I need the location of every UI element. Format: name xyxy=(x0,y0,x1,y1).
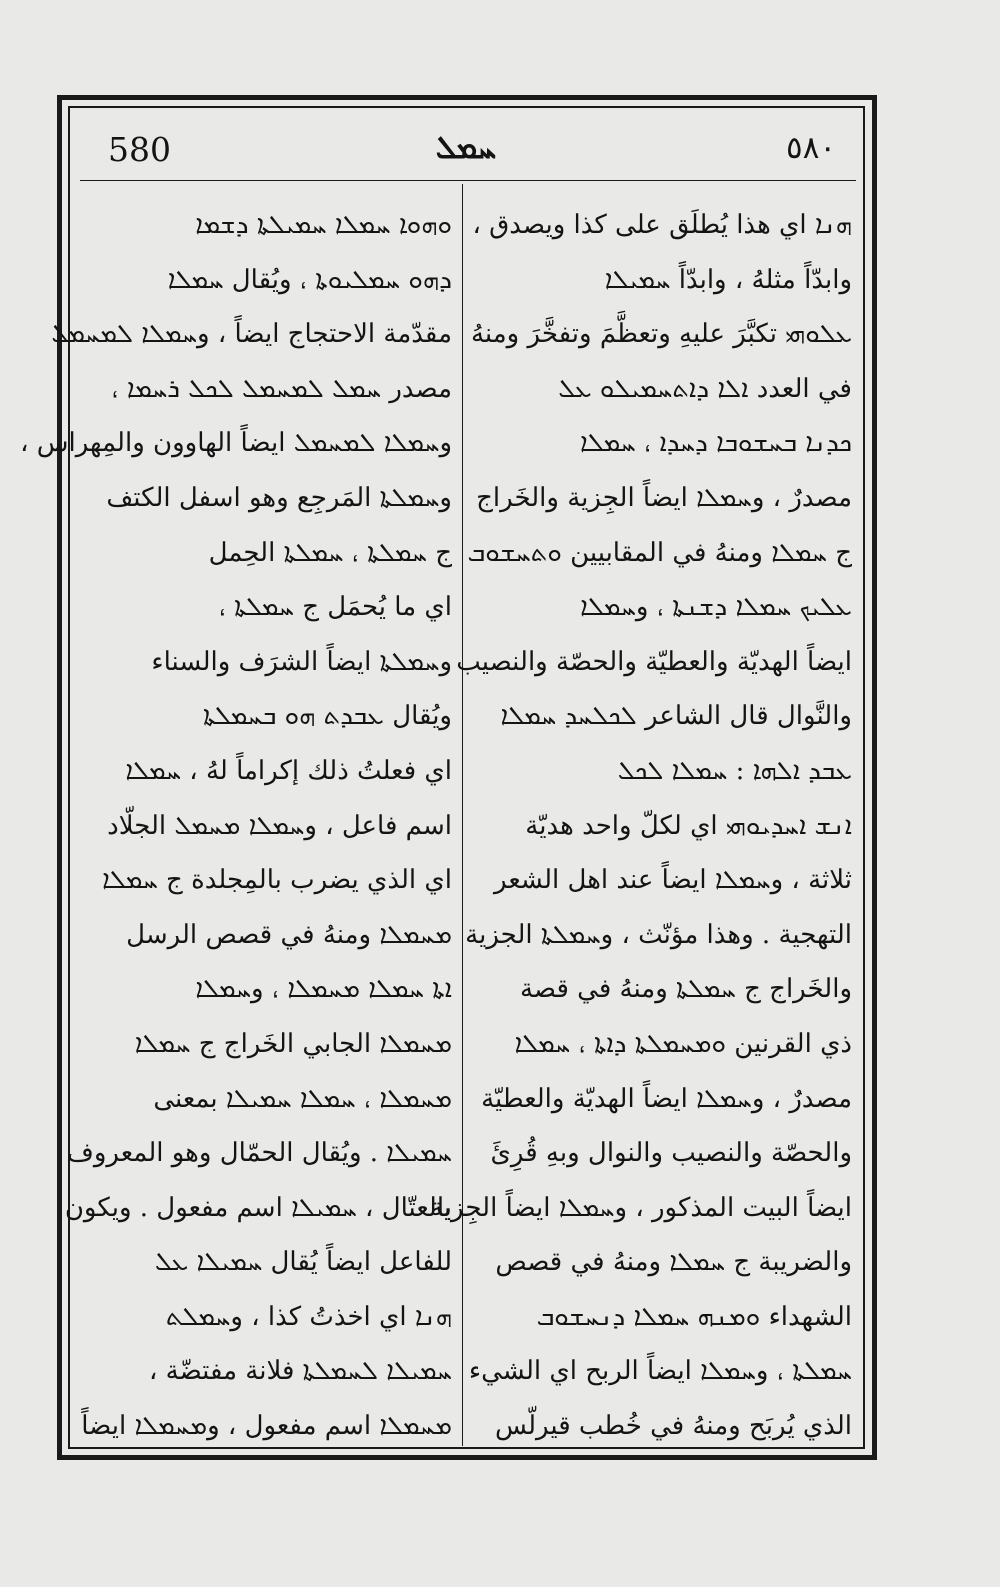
header-rule xyxy=(80,180,856,181)
text-line: ج ܚܡܠܬܐ ، ܚܡܠܬܐ الحِمل xyxy=(208,537,452,568)
text-line: والحصّة والنصيب والنوال وبهِ قُرِئَ xyxy=(490,1138,852,1169)
text-line: وܚܡܠܬܐ ايضاً الشرَف والسناء xyxy=(151,646,452,677)
text-line: في العدد ܐܠܐ ܕܐܬܚܡܝܠܘ ܥܠ xyxy=(558,373,852,404)
text-line: ܡܚܡܠܐ ، ܚܡܠܐ ܚܡܝܠܐ بمعنى xyxy=(153,1083,452,1114)
text-line: وܚܡܠܐ ܠܡܚܡܠ ايضاً الهاوون والمِهراس ، xyxy=(20,428,452,459)
text-line: وܚܡܠܬܐ المَرجِع وهو اسفل الكتف xyxy=(106,482,452,513)
page-number-latin: 580 xyxy=(108,130,171,169)
text-line: ܐܬܐ ܚܡܠܐ ܡܚܡܠܐ ، وܚܡܠܐ xyxy=(195,974,452,1005)
text-line: ايضاً البيت المذكور ، وܚܡܠܐ ايضاً الجِزية xyxy=(429,1192,852,1223)
text-line: اي ما يُحمَل ج ܚܡܠܬܐ ، xyxy=(218,592,452,623)
right-column xyxy=(429,198,852,1442)
running-head: ܚܡܠ xyxy=(435,128,497,166)
column-divider xyxy=(462,184,463,1446)
text-line: ايضاً الهديّة والعطيّة والحصّة والنصيب xyxy=(456,646,852,677)
text-line: ܘܗܘܐ ܚܡܠܐ ܚܡܝܠܬܐ ܕܫܡܐ xyxy=(195,210,452,240)
text-line: ذي القرنين ܘܡܚܡܠܬܐ ܕܐܬܐ ، ܚܡܠܐ xyxy=(514,1028,852,1059)
text-line: وابدّاً مثلهُ ، وابدّاً ܚܡܝܠܐ xyxy=(604,264,852,295)
text-line: ܚܡܝܠܐ ܠܚܡܠܬܐ فلانة مفتضّة ، xyxy=(148,1356,452,1387)
text-line: الشهداء ܘܡܢܗ ܚܡܠܐ ܕܢܚܫܘܒ xyxy=(536,1301,852,1332)
text-line: ثلاثة ، وܚܡܠܐ ايضاً عند اهل الشعر xyxy=(494,865,852,896)
text-line: ܚܡܝܠܐ . ويُقال الحمّال وهو المعروف xyxy=(66,1138,452,1169)
text-line: ܗܢܐ اي اخذتُ كذا ، وܚܡܠܬ xyxy=(165,1301,452,1332)
text-line: ܐܢܫ ܐܚܕܝܘܗܝ اي لكلّ واحد هديّة xyxy=(525,810,852,841)
text-line: والنَّوال قال الشاعر ܠܟܠܚܕ ܚܡܠܐ xyxy=(500,701,852,732)
left-column xyxy=(20,198,452,1442)
text-line: ܕܗܘ ܚܡܠܝܘܬܐ ، ويُقال ܚܡܠܐ xyxy=(167,264,452,295)
page-header xyxy=(80,120,852,176)
text-line: بالعتّال ، ܚܡܝܠܐ اسم مفعول . ويكون xyxy=(64,1192,452,1223)
text-line: مقدّمة الاحتجاج ايضاً ، وܚܡܠܐ ܠܡܚܡܠ xyxy=(51,319,452,350)
text-line: ܡܚܡܠܐ ومنهُ في قصص الرسل xyxy=(126,919,452,950)
text-line: مصدرٌ ، وܚܡܠܐ ايضاً الهديّة والعطيّة xyxy=(481,1083,852,1114)
text-line: ܗܢܐ اي هذا يُطلَق على كذا ويصدق ، xyxy=(472,210,852,240)
page-number-arabic: ٥٨٠ xyxy=(786,130,836,166)
text-line: والضريبة ج ܚܡܠܐ ومنهُ في قصص xyxy=(495,1247,852,1278)
text-line: للفاعل ايضاً يُقال ܚܡܝܠܐ ܥܠ xyxy=(154,1247,452,1278)
text-line: اي فعلتُ ذلك إكراماً لهُ ، ܚܡܠܐ xyxy=(125,755,452,786)
text-line: ܚܡܠܬܐ ، وܚܡܠܐ ايضاً الربح اي الشيء xyxy=(468,1356,852,1387)
text-line: الذي يُربَح ومنهُ في خُطب قيرلّس xyxy=(494,1411,852,1442)
text-line: ܥܠܝܟ ܚܡܠܐ ܕܫܢܬܐ ، وܚܡܠܐ xyxy=(580,592,852,623)
text-line: ܥܠܘܗܝ تكبَّرَ عليهِ وتعظَّمَ وتفخَّرَ ومنهُ xyxy=(470,319,852,350)
text-line: ܡܚܡܠܐ الجابي الخَراج ج ܚܡܠܐ xyxy=(134,1028,452,1059)
text-line: ܟܕܢܐ ܒܚܫܘܒܐ ܕܚܕܐ ، ܚܡܠܐ xyxy=(579,428,852,459)
text-line: التهجية . وهذا مؤنّث ، وܚܡܠܬܐ الجزية xyxy=(465,919,852,950)
text-line: ܡܚܡܠܐ اسم مفعول ، وܡܚܡܠܐ ايضاً xyxy=(81,1411,452,1442)
text-line: والخَراج ج ܚܡܠܬܐ ومنهُ في قصة xyxy=(519,974,852,1005)
text-line: اسم فاعل ، وܚܡܠܐ ܡܚܡܠ الجلّاد xyxy=(107,810,452,841)
text-line: مصدر ܚܡܠ ܠܡܚܡܠ ܠܟܠ ܪܚܡܐ ، xyxy=(111,373,452,404)
text-line: ܥܒܕ ܐܠܗܐ : ܚܡܠܐ ܠܟܠ xyxy=(617,755,852,786)
text-line: ج ܚܡܠܐ ومنهُ في المقابيين ܘܬܚܫܘܒ xyxy=(467,537,852,568)
text-line: ويُقال ܥܒܕܬ ܗܘ ܒܚܡܠܬܐ xyxy=(202,701,452,732)
text-line: اي الذي يضرب بالمِجلدة ج ܚܡܠܐ xyxy=(102,865,452,896)
text-line: مصدرٌ ، وܚܡܠܐ ايضاً الجِزية والخَراج xyxy=(476,482,852,513)
